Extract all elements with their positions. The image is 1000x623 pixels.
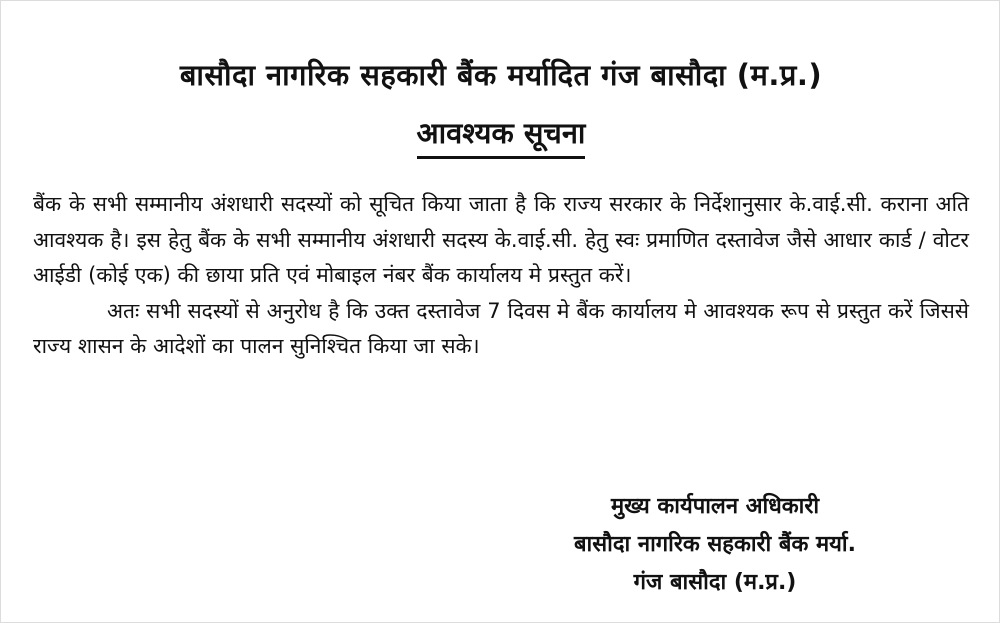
signature-designation: मुख्य कार्यपालन अधिकारी xyxy=(610,494,820,519)
signature-bank-name: बासौदा नागरिक सहकारी बैंक मर्या. xyxy=(573,532,856,557)
notice-title xyxy=(1,113,1000,159)
notice-paragraph-1: बैंक के सभी सम्मानीय अंशधारी सदस्यों को सूचित किया जाता है कि राज्य सरकार के निर्देशानुसार के.वाई.सी. कराना अति आवश्यक है। इस हेतु बैंक के सभी सम्मानीय अंशधारी सदस्य के.वाई.सी. हेतु स्वः प्रमाणित दस्तावेज जैसे आधार कार्ड / वोटर आईडी (कोई एक) की छाया प्रति एवं मोबाइल नंबर बैंक कार्यालय मे प्रस्तुत करें। xyxy=(33,192,969,287)
signature-block xyxy=(525,488,905,602)
notice-title-text: आवश्यक सूचना xyxy=(417,113,586,159)
bank-heading: बासौदा नागरिक सहकारी बैंक मर्यादित गंज बासौदा (म.प्र.) xyxy=(179,58,823,92)
signature-place: गंज बासौदा (म.प्र.) xyxy=(633,570,797,595)
notice-body xyxy=(33,187,969,365)
notice-paragraph-2: अतः सभी सदस्यों से अनुरोध है कि उक्त दस्तावेज 7 दिवस मे बैंक कार्यालय मे आवश्यक रूप से प्रस्तुत करें जिससे राज्य शासन के आदेशों का पालन सुनिश्चित किया जा सके। xyxy=(33,298,969,358)
